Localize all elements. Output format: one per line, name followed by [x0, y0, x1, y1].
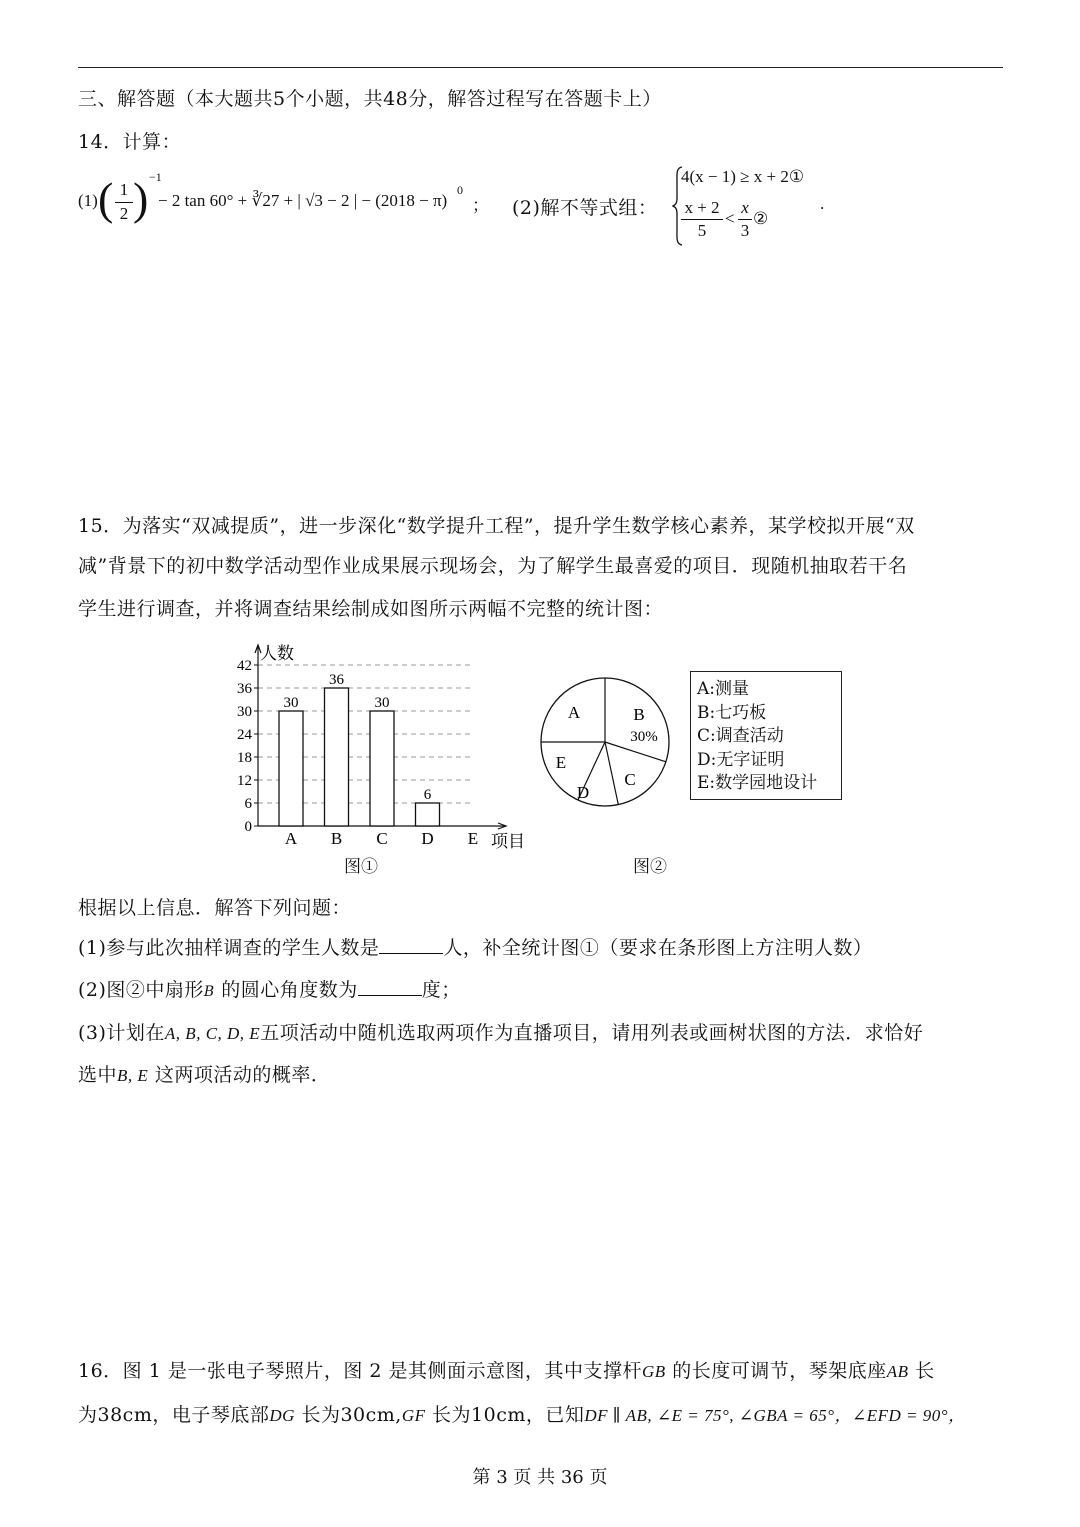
sub3-text-d: 这两项活动的概率．: [154, 1064, 331, 1086]
pie-slice-label: E: [555, 753, 567, 772]
ineq2-tag: ②: [753, 209, 769, 228]
q15-line-2: 减”背景下的初中数学活动型作业成果展示现场会，为了解学生最喜爱的项目．现随机抽取若干名: [78, 555, 908, 577]
x-tick-label: B: [330, 829, 343, 848]
q15-sub-1: [78, 935, 872, 961]
sub2-text-a: (2)图②中扇形: [78, 979, 204, 1001]
legend-item-b: B:七巧板: [697, 702, 767, 723]
q14-p1-frac-num: 1: [119, 180, 129, 199]
fig2-caption: 图②: [633, 857, 667, 877]
pie-slice-label: B: [633, 705, 645, 724]
q16-text-a: 16．图 1 是一张电子琴照片，图 2 是其侧面示意图，其中支撑杆: [78, 1360, 643, 1382]
bar-data-label: 30: [283, 695, 299, 711]
sub3-vars2: B, E: [117, 1066, 149, 1085]
inequality-system: [672, 164, 842, 250]
q16-line-1: [78, 1358, 935, 1385]
ineq2-rfrac-bar: [738, 219, 752, 220]
q14-heading: 14．计算：: [78, 131, 182, 153]
q15-line-1: 15．为落实“双减提质”，进一步深化“数学提升工程”，提升学生数学核心素养，某学校拟开展“双: [78, 515, 915, 537]
sub2-text-c: 度；: [421, 979, 461, 1001]
q14-end-dot: .: [820, 194, 825, 213]
pie-slice-percent: 30%: [630, 729, 658, 745]
sub3-text-a: (3)计划在: [78, 1022, 165, 1044]
legend-item-e: E:数学园地设计: [697, 773, 818, 793]
ineq2-num: x + 2: [684, 198, 720, 217]
y-tick-label: 30: [237, 704, 252, 720]
q16-text-e: 长为30cm,: [301, 1404, 402, 1426]
pie-slice-label: C: [624, 770, 636, 789]
q15-after: 根据以上信息．解答下列问题：: [78, 897, 352, 919]
sub1-text-a: (1)参与此次抽样调查的学生人数是: [78, 937, 380, 959]
q14-p1-lparen: (: [98, 173, 114, 224]
bar: [325, 688, 349, 826]
q14-p1-exp: −1: [149, 170, 162, 184]
sub1-text-b: 人，补全统计图①（要求在条形图上方注明人数）: [443, 937, 873, 959]
q14-p1-expression: − 2 tan 60° + ∛27 + | √3 − 2 | − (2018 − π): [158, 191, 448, 210]
page-footer: 第 3 页 共 36 页: [472, 1467, 608, 1488]
top-rule: [78, 67, 1003, 68]
q15-line-3: 学生进行调查，并将调查结果绘制成如图所示两幅不完整的统计图：: [78, 598, 664, 620]
q16-dg: DG: [269, 1406, 295, 1425]
sub3-text-c: 选中: [78, 1064, 118, 1086]
bar: [370, 711, 394, 826]
q16-gb: GB: [642, 1362, 666, 1381]
pie-slice-label: D: [576, 783, 590, 802]
q14-p1-label: (1): [78, 191, 98, 210]
y-tick-label: 6: [244, 796, 252, 812]
q14-p1-end: ；: [472, 196, 489, 215]
legend-item-a: A:测量: [697, 679, 750, 699]
bar: [416, 803, 440, 826]
q16-text-d: 为38cm，电子琴底部: [78, 1404, 270, 1426]
q15-sub-2: [78, 977, 461, 1005]
pie-marks: [541, 678, 669, 806]
bar-data-label: 30: [374, 695, 390, 711]
sub2-text-b: 的圆心角度数为: [221, 979, 358, 1001]
ineq2-den: 5: [697, 221, 707, 240]
x-axis-label: 项目: [491, 832, 525, 851]
q16-text-f: 长为10cm，已知: [432, 1404, 585, 1426]
legend-item-d: D:无字证明: [697, 749, 785, 770]
ineq2-rnum: x: [741, 198, 749, 217]
q14-p1-rparen: ): [133, 173, 149, 224]
q14-part2-label: (2)解不等式组：: [512, 197, 658, 219]
y-tick-label: 36: [237, 681, 252, 697]
pie-legend: [690, 671, 842, 800]
pie-slice-label: A: [567, 703, 581, 722]
y-tick-label: 24: [237, 727, 252, 743]
q16-line-2: [78, 1402, 966, 1429]
bar-data-label: 36: [329, 672, 344, 688]
bar-data-label: 6: [423, 787, 432, 803]
q16-conditions: DF ∥ AB, ∠E = 75°, ∠GBA = 65°，∠EFD = 90°，: [584, 1406, 966, 1425]
ineq2-lt: <: [725, 209, 735, 228]
sub2-var: B: [203, 984, 215, 1000]
q14-p1-frac-den: 2: [119, 204, 129, 223]
q16-text-b: 的长度可调节，琴架底座: [672, 1360, 887, 1382]
bar-chart: [220, 632, 540, 852]
q16-ab: AB: [886, 1362, 909, 1381]
sub3-text-b: 五项活动中随机选取两项作为直播项目，请用列表或画树状图的方法．求恰好: [260, 1022, 924, 1044]
x-tick-label: C: [376, 829, 388, 848]
y-tick-label: 0: [244, 819, 252, 835]
q16-gf: GF: [401, 1406, 426, 1425]
x-tick-label: A: [284, 829, 298, 848]
legend-item-c: C:调查活动: [697, 726, 784, 746]
q14-part1: [78, 166, 518, 236]
y-axis-label: 人数: [260, 644, 294, 663]
sub3-vars: A, B, C, D, E: [164, 1024, 261, 1043]
y-tick-label: 42: [237, 658, 252, 674]
fig1-caption: 图①: [344, 857, 378, 877]
q16-text-c: 长: [915, 1360, 935, 1382]
ineq2-rden: 3: [740, 221, 750, 240]
ineq2-frac-bar: [681, 219, 723, 220]
q14-p1-frac-bar: [115, 202, 133, 203]
x-tick-label: D: [421, 829, 434, 848]
pie-chart: [536, 674, 676, 810]
answer-blank-2[interactable]: [358, 977, 422, 996]
y-tick-label: 18: [237, 750, 252, 766]
q14-p1-exp0: 0: [457, 183, 463, 197]
y-tick-label: 12: [237, 773, 252, 789]
inequality-1: 4(x − 1) ≥ x + 2①: [681, 167, 805, 186]
q15-sub-3: [78, 1020, 923, 1047]
answer-blank-1[interactable]: [379, 935, 443, 954]
section-title: 三、解答题（本大题共5个小题，共48分，解答过程写在答题卡上）: [78, 88, 662, 110]
bar-ticks: [237, 658, 258, 835]
bar: [279, 711, 303, 826]
x-tick-label: E: [467, 829, 479, 848]
q15-sub-3-cont: [78, 1062, 330, 1089]
